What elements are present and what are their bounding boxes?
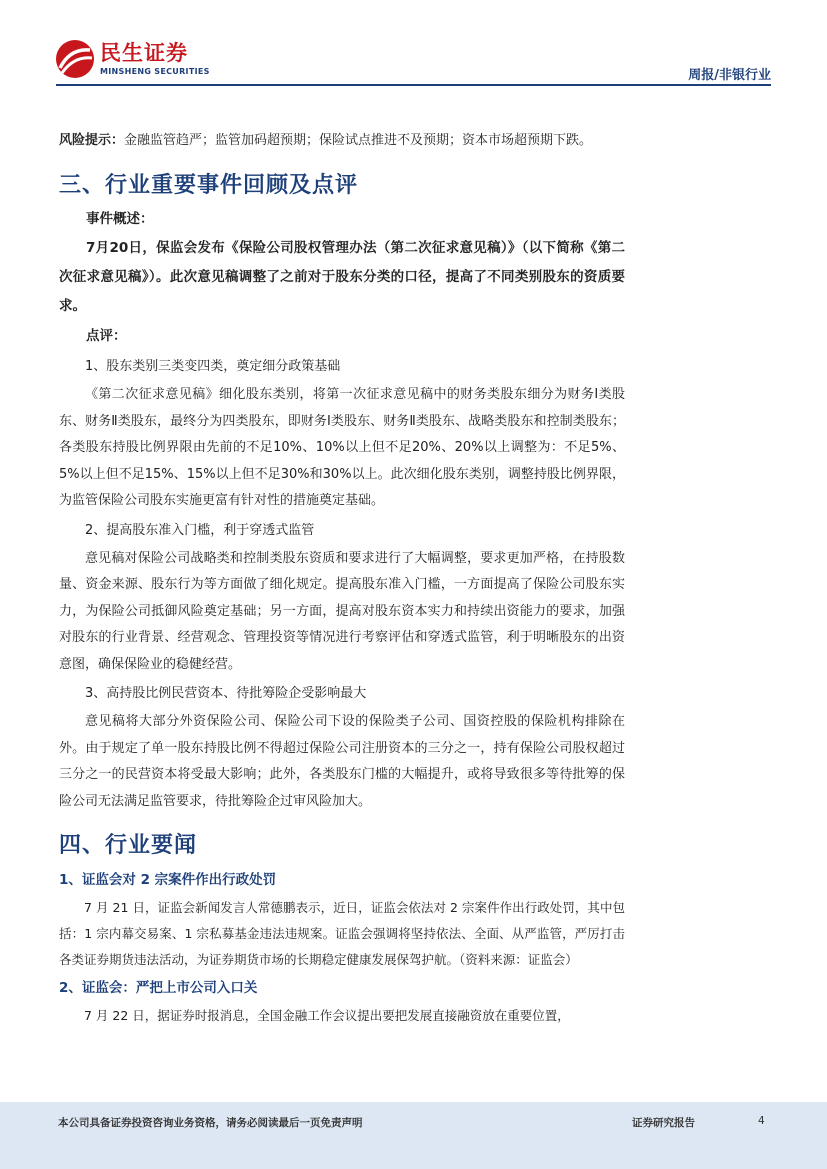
report-type: 周报/非银行业 — [688, 68, 771, 83]
comment-item-3-text: 意见稿将大部分外资保险公司、保险公司下设的保险类子公司、国资控股的保险机构排除在外。由于规定了单一股东持股比例不得超过保险公司注册资本的三分之一，持有保险公司股权超过三分之一的民营资本将受最大影响；此外，各类股东门槛的大幅提升，或将导致很多等待批筹的保险公司无法满足监管要求，待批筹险企过审风险加大。 — [59, 714, 625, 809]
minsheng-logo-icon — [56, 40, 94, 78]
main-content — [59, 128, 625, 1029]
risk-text: 金融监管趋严；监管加码超预期；保险试点推进不及预期；资本市场超预期下跌。 — [124, 133, 593, 148]
comment-item-1-text: 《第二次征求意见稿》细化股东类别，将第一次征求意见稿中的财务类股东细分为财务Ⅰ类股东、财务Ⅱ类股东，最终分为四类股东，即财务Ⅰ类股东、财务Ⅱ类股东、战略类股东和控制类股东；各类股东持股比例界限由先前的不足10%、10%以上但不足20%、20%以上调整为：不足5%、5%以上但不足15%、15%以上但不足30%和30%以上。此次细化股东类别，调整持股比例界限，为监管保险公司股东实施更富有针对性的措施奠定基础。 — [59, 387, 625, 508]
comment-item-3-title: 3、高持股比例民营资本、待批筹险企受影响最大 — [85, 686, 367, 701]
comment-item-2-title: 2、提高股东准入门槛，利于穿透式监管 — [85, 522, 315, 538]
footer-report-label: 证券研究报告 — [632, 1117, 695, 1129]
risk-warning — [59, 128, 625, 154]
section-4-title: 四、行业要闻 — [59, 833, 198, 858]
comment-item-2-text: 意见稿对保险公司战略类和控制类股东资质和要求进行了大幅调整，要求更加严格，在持股数量、资金来源、股东行为等方面做了细化规定。提高股东准入门槛，一方面提高了保险公司股东实力，为保险公司抵御风险奠定基础；另一方面，提高对股东资本实力和持续出资能力的要求，加强对股东的行业背景、经营观念、管理投资等情况进行考察评估和穿透式监管，利于明晰股东的出资意图，确保保险业的稳健经营。 — [59, 550, 625, 672]
page-number: 4 — [758, 1115, 765, 1127]
section-3-title: 三、行业重要事件回顾及点评 — [59, 173, 359, 198]
logo-chinese-name: 民生证券 — [100, 40, 188, 65]
comment-label: 点评： — [86, 328, 127, 344]
comment-item-1-title: 1、股东类别三类变四类，奠定细分政策基础 — [85, 359, 341, 374]
news-2-text: 7 月 22 日，据证券时报消息，全国金融工作会议提出要把发展直接融资放在重要位置， — [84, 1008, 570, 1023]
news-1-text: 7 月 21 日，证监会新闻发言人常德鹏表示，近日，证监会依法对 2 宗案件作出行政处罚，其中包括：1 宗内幕交易案、1 宗私募基金违法违规案。证监会强调将坚持依法、全面、从严监管，严厉打击各类证券期货违法活动，为证券期货市场的长期稳定健康发展保驾护航。（资料来源：证监会） — [59, 900, 625, 967]
risk-label: 风险提示： — [59, 133, 125, 148]
event-summary: 7月20日，保监会发布《保险公司股权管理办法（第二次征求意见稿）》（以下简称《第二次征求意见稿》）。此次意见稿调整了之前对于股东分类的口径，提高了不同类别股东的资质要求。 — [59, 240, 625, 314]
logo-english-name: MINSHENG SECURITIES — [100, 66, 210, 76]
news-2-title: 2、证监会：严把上市公司入口关 — [59, 980, 258, 996]
news-1-title: 1、证监会对 2 宗案件作出行政处罚 — [59, 872, 277, 888]
company-logo — [56, 40, 210, 78]
page-footer — [0, 1102, 827, 1169]
header-divider — [56, 84, 771, 86]
footer-disclaimer: 本公司具备证券投资咨询业务资格，请务必阅读最后一页免责声明 — [58, 1117, 363, 1129]
page-header — [0, 0, 827, 86]
event-label: 事件概述： — [86, 211, 154, 227]
